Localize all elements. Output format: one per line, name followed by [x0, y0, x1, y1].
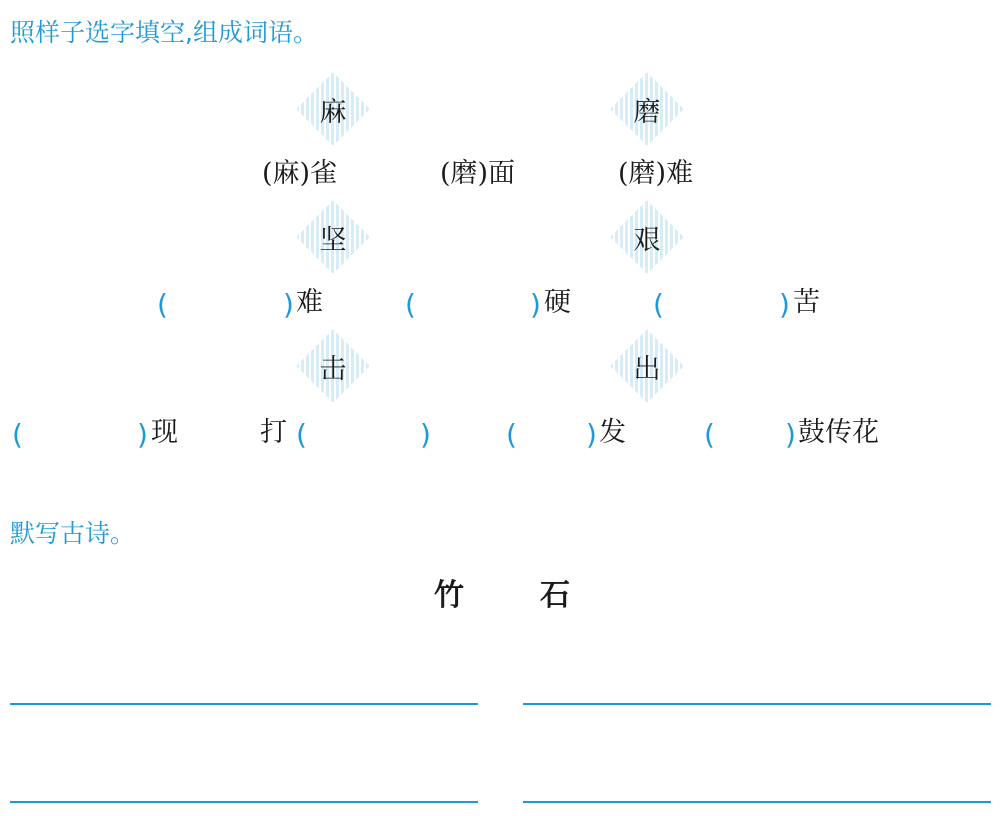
blank-close-paren: ): [530, 288, 541, 321]
blank-open-paren: (: [704, 418, 715, 451]
answer-blank[interactable]: [25, 420, 135, 452]
choice-char: 出: [633, 353, 661, 385]
word-suffix: 雀: [310, 158, 338, 189]
answer-blank[interactable]: [519, 420, 583, 452]
word-suffix: 发: [599, 417, 626, 448]
answer-blank[interactable]: [717, 420, 783, 452]
blank-open-paren: (: [405, 288, 416, 321]
answer-blank[interactable]: [170, 290, 280, 322]
answer-line[interactable]: [523, 703, 991, 705]
answer-line[interactable]: [10, 801, 478, 803]
answer-blank[interactable]: [666, 290, 776, 322]
choice-char: 艰: [633, 224, 661, 256]
poem-title-char: 竹: [434, 578, 464, 613]
choice-char: 磨: [633, 96, 661, 128]
answer-blank[interactable]: [418, 290, 528, 322]
blank-close-paren: ): [420, 418, 431, 451]
word-suffix: 苦: [793, 287, 820, 318]
word-suffix: 面: [488, 158, 516, 189]
choice-char: 击: [319, 353, 347, 385]
answer-char: 磨: [628, 158, 656, 189]
answer-line[interactable]: [10, 703, 478, 705]
word-suffix: 现: [151, 417, 178, 448]
word-item: (麻)雀: [262, 158, 338, 189]
word-suffix: 硬: [544, 287, 571, 318]
poem-title-char: 石: [540, 578, 570, 613]
blank-open-paren: (: [653, 288, 664, 321]
word-item: (磨)难: [618, 158, 694, 189]
blank-close-paren: ): [586, 418, 597, 451]
blank-open-paren: (: [506, 418, 517, 451]
blank-close-paren: ): [785, 418, 796, 451]
answer-char: 磨: [450, 158, 478, 189]
blank-close-paren: ): [779, 288, 790, 321]
section-heading-fill-blank: 照样子选字填空,组成词语。: [10, 18, 318, 47]
choice-char: 坚: [319, 224, 347, 256]
word-prefix: 打: [260, 417, 287, 448]
blank-open-paren: (: [157, 288, 168, 321]
word-item: (磨)面: [440, 158, 516, 189]
section-heading-poem: 默写古诗。: [10, 519, 136, 548]
answer-line[interactable]: [523, 801, 991, 803]
blank-open-paren: (: [12, 418, 23, 451]
choice-char: 麻: [319, 96, 347, 128]
answer-char: 麻: [272, 158, 300, 189]
word-suffix: 难: [666, 158, 694, 189]
blank-close-paren: ): [283, 288, 294, 321]
blank-close-paren: ): [137, 418, 148, 451]
word-suffix: 难: [296, 287, 323, 318]
blank-open-paren: (: [296, 418, 307, 451]
word-suffix: 鼓传花: [798, 417, 879, 448]
answer-blank[interactable]: [309, 420, 417, 452]
